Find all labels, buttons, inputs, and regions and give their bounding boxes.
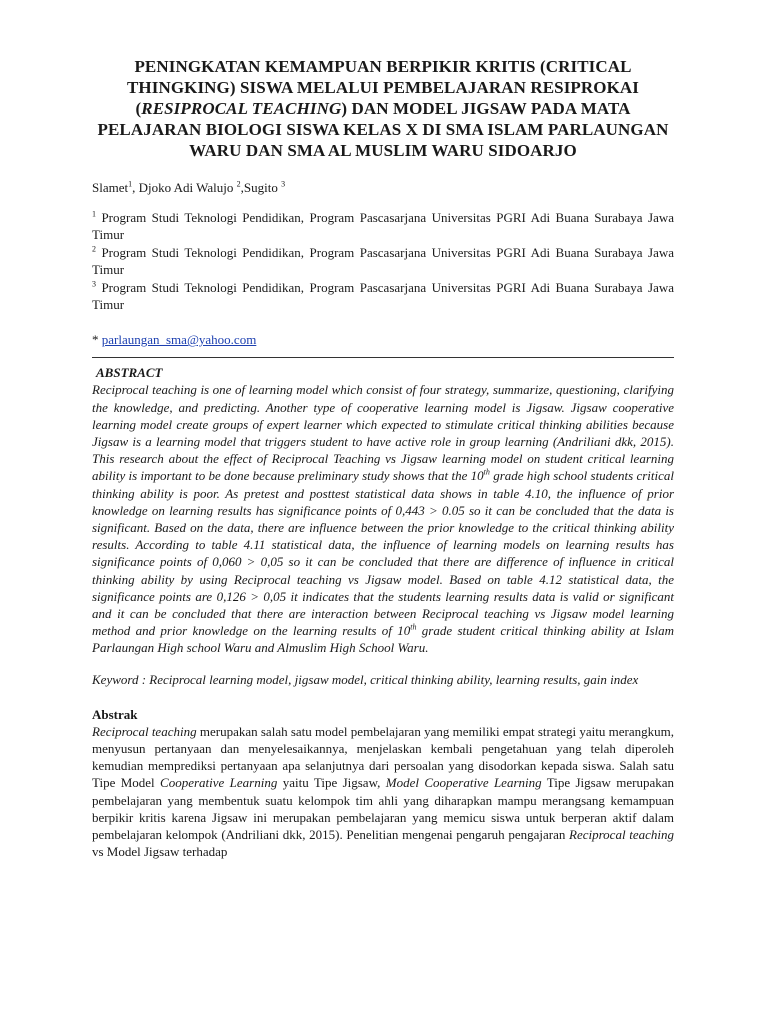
divider: [92, 357, 674, 358]
abstract-sup-1: th: [483, 468, 490, 478]
author-2-sup: 2: [236, 179, 241, 189]
abstrak-text-2: yaitu Tipe Jigsaw,: [277, 775, 386, 791]
abstract-text-2: grade high school students critical thinking ability is poor. As pretest and posttest statistical data shows in table 4.10, the influence of prior knowledge on learning results has significance points of 0,443 > 0.05 so it can be concluded that the data is significant. Based on the data, there are influence between the prior knowledge to the critical thinking ability results. According to table 4.11 statistical data, the influence of learning models on learning results has significance points of 0,060 > 0,05 so it can be concluded that there are difference of influence in critical thinking ability by using Reciprocal teaching vs Jigsaw model. Based on table 4.12 statistical data, the significance points are 0,126 > 0,05 it indicates that the students learning results data is valid or significant and it can be concluded that there are interaction between Reciprocal teaching vs Jigsaw model learning method and prior knowledge on the learning results of 10: [92, 468, 674, 639]
email-link[interactable]: parlaungan_sma@yahoo.com: [101, 332, 257, 348]
abstract-sup-2: th: [410, 622, 417, 632]
abstrak-italic-1: Reciprocal teaching: [92, 723, 197, 739]
affiliation-3-sup: 3: [92, 279, 96, 289]
abstrak-italic-2: Cooperative Learning: [160, 775, 278, 791]
author-line: [92, 179, 674, 197]
abstrak-italic-4: Reciprocal teaching: [569, 826, 674, 842]
abstrak-body: [92, 723, 674, 861]
abstract-text-1: Reciprocal teaching is one of learning model which consist of four strategy, summarize, questioning, clarifying the knowledge, and predicting. Another type of cooperative learning model is Jigsaw. Jigsaw cooperative learning model create groups of expert learner which expected to stimulate critical thinking abilities because Jigsaw is a learning model that triggers student to have active role in group learning (Andriliani dkk, 2015). This research about the effect of Reciprocal Teaching vs Jigsaw learning model on student critical learning ability is important to be done because preliminary study shows that the 10: [92, 382, 674, 484]
email-line: [92, 331, 674, 348]
author-separator: ,: [132, 180, 139, 195]
author-2: Djoko Adi Walujo: [138, 180, 234, 195]
keywords: Keyword : Reciprocal learning model, jigsaw model, critical thinking ability, learning results, gain index: [92, 671, 639, 687]
author-separator: ,: [240, 180, 244, 195]
affiliation-2-sup: 2: [92, 244, 96, 254]
author-3-sup: 3: [281, 179, 286, 189]
abstract-body: [92, 381, 674, 656]
affiliation-1: [92, 209, 674, 244]
affiliation-2: [92, 244, 674, 279]
author-1: Slamet: [92, 180, 129, 195]
affiliation-1-text: Program Studi Teknologi Pendidikan, Program Pascasarjana Universitas PGRI Adi Buana Surabaya Jawa Timur: [92, 210, 674, 243]
abstrak-italic-3: Model Cooperative Learning: [385, 775, 542, 791]
abstrak-text-1: merupakan salah satu model pembelajaran yang memiliki empat strategi yaitu merangkum, menyusun pertanyaan dan menyelesaikannya, menjelaskan kembali pengetahuan yang telah diperoleh kemudian memprediksi pertanyaan apa selanjutnya dari persoalan yang disodorkan kepada siswa. Salah satu Tipe Model: [92, 723, 674, 791]
author-1-sup: 1: [128, 179, 133, 189]
title-italic: RESIPROCAL TEACHING: [141, 99, 342, 118]
abstrak-text-4: vs Model Jigsaw terhadap: [92, 844, 228, 860]
author-3: Sugito: [243, 180, 278, 195]
affiliation-3: [92, 279, 674, 314]
paper-title: [92, 56, 674, 161]
abstract-heading: ABSTRACT: [96, 365, 163, 381]
title-part-2: ) DAN MODEL JIGSAW PADA MATA PELAJARAN BIOLOGI SISWA KELAS X DI SMA ISLAM PARLAUNGAN WARU DAN SMA AL MUSLIM WARU SIDOARJO: [97, 99, 669, 160]
abstrak-heading: Abstrak: [92, 706, 138, 722]
abstract-text-3: grade student critical thinking ability at Islam Parlaungan High school Waru and Almuslim High School Waru.: [92, 623, 674, 656]
affiliation-2-text: Program Studi Teknologi Pendidikan, Program Pascasarjana Universitas PGRI Adi Buana Surabaya Jawa Timur: [92, 244, 674, 278]
email-prefix: *: [92, 332, 102, 348]
title-part-1: PENINGKATAN KEMAMPUAN BERPIKIR KRITIS (CRITICAL THINGKING) SISWA MELALUI PEMBELAJARAN RESIPROKAI (: [126, 57, 640, 118]
abstrak-text-3: Tipe Jigsaw merupakan pembelajaran yang membentuk suatu kelompok tim ahli yang diharapkan mampu merangsang kemampuan berpikir kritis karena Jigsaw ini merupakan pembelajaran yang memicu siswa untuk berperan aktif dalam pembelajaran kelompok (Andriliani dkk, 2015). Penelitian mengenai pengaruh pengajaran: [92, 775, 675, 842]
affiliation-3-text: Program Studi Teknologi Pendidikan, Program Pascasarjana Universitas PGRI Adi Buana Surabaya Jawa Timur: [92, 279, 674, 313]
affiliation-1-sup: 1: [92, 209, 96, 219]
